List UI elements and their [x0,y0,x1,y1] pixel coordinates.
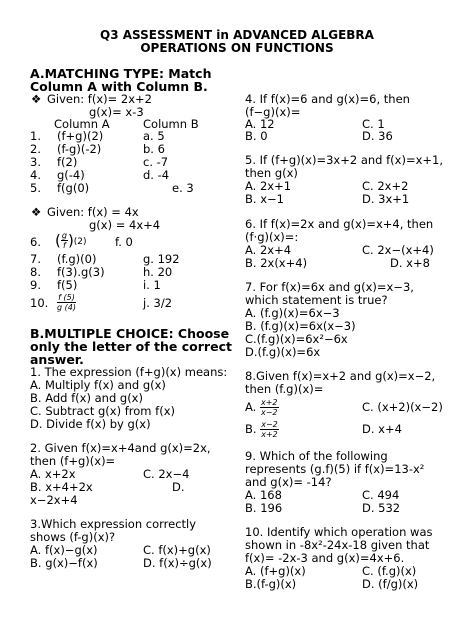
q8-option-a [245,396,279,418]
match-1-b: a. 5 [143,129,165,143]
match-1-num: 1. [30,129,41,143]
q8-option-b-den: x+2 [261,430,278,439]
match-10-num: 10. [30,296,49,310]
q2-option-d: D. [172,480,185,494]
title-line-1: Q3 ASSESSMENT in ADVANCED ALGEBRA [100,28,374,42]
match-6-frac-num: g [61,231,67,240]
match-1-a: (f+g)(2) [57,129,104,143]
match-10-b: j. 3/2 [143,296,173,310]
q5-line-1: 5. If (f+g)(x)=3x+2 and f(x)=x+1, [245,153,443,167]
q3-line-2: shows (f-g)(x)? [30,530,116,544]
match-10-frac-den: g (4) [57,303,76,312]
q6-line-1: 6. If f(x)=2x and g(x)=x+4, then [245,217,434,231]
q7-option-a: A. (f.g)(x)=6x−3 [245,306,340,320]
q8-line-2: then (f.g)(x)= [245,382,324,396]
match-7-num: 7. [30,252,41,266]
match-9-a: f(5) [57,278,78,292]
q10-line-3: f(x)= -2x-3 and g(x)=4x+6. [245,551,405,565]
match-3-num: 3. [30,155,41,169]
q10-line-1: 10. Identify which operation was [245,525,433,539]
q3-option-c: C. f(x)+g(x) [143,543,211,557]
q2-option-c: C. 2x−4 [143,467,190,481]
match-8-b: h. 20 [143,265,173,279]
q3-line-1: 3.Which expression correctly [30,517,197,531]
match-3-a: f(2) [57,155,78,169]
q8-option-b-num: x−2 [261,420,278,429]
q9-line-1: 9. Which of the following [245,449,388,463]
q1-option-c: C. Subtract g(x) from f(x) [30,404,175,418]
q9-line-3: and g(x)= -14? [245,475,332,489]
q5-option-a: A. 2x+1 [245,179,292,193]
q3-option-a: A. f(x)−g(x) [30,543,98,557]
q3-option-b: B. g(x)−f(x) [30,556,98,570]
q5-option-b: B. x−1 [245,192,284,206]
match-10-frac-num: f (5) [58,293,75,302]
given-2-line-2: g(x) = 4x+4 [89,218,161,232]
q5-option-d: D. 3x+1 [362,192,410,206]
q10-line-2: shown in -8x²-24x-18 given that [245,538,430,552]
match-9-num: 9. [30,278,41,292]
match-6-b: f. 0 [115,235,133,249]
q9-line-2: represents (g.f)(5) if f(x)=13-x² [245,462,425,476]
q6-option-d: D. x+8 [390,256,430,270]
q6-option-c: C. 2x−(x+4) [362,243,434,257]
match-6-expression: ( $\frac{g}{f}$ )(2) [55,231,87,250]
q7-line-1: 7. For f(x)=6x and g(x)=x−3, [245,280,414,294]
match-4-num: 4. [30,168,41,182]
q2-option-b: B. x+4+2x [30,480,93,494]
q4-line-2: (f−g)(x)= [245,105,301,119]
match-7-b: g. 192 [143,252,180,266]
column-a-header: Column A [54,117,110,131]
part-b-heading-2: only the letter of the correct [30,339,232,354]
match-10-expression [56,292,77,312]
q7-line-2: which statement is true? [245,293,388,307]
given-1-line-1: Given: f(x)= 2x+2 [47,92,152,106]
q3-option-d: D. f(x)÷g(x) [143,556,212,570]
q6-option-b: B. 2x(x+4) [245,256,308,270]
q8-option-d: D. x+4 [362,422,402,436]
match-2-a: (f-g)(-2) [57,142,102,156]
q2-line-1: 2. Given f(x)=x+4and g(x)=2x, [30,441,211,455]
q6-option-a: A. 2x+4 [245,243,292,257]
q1-text: 1. The expression (f+g)(x) means: [30,365,228,379]
part-a-heading-2: Column A with Column B. [30,79,208,94]
diamond-bullet-icon: ❖ [31,92,42,106]
match-5-a: f(g(0) [57,181,90,195]
q8-option-a-label: A. [245,400,257,414]
match-5-b: e. 3 [172,181,194,195]
q10-option-b: B.(f-g)(x) [245,577,297,591]
column-b-header: Column B [143,117,199,131]
match-6-arg: (2) [73,237,87,247]
q8-line-1: 8.Given f(x)=x+2 and g(x)=x−2, [245,369,436,383]
match-8-a: f(3).g(3) [57,265,105,279]
q10-option-d: D. (f/g)(x) [362,577,419,591]
q8-option-c: C. (x+2)(x−2) [362,400,443,414]
given-2-line-1: Given: f(x) = 4x [47,205,139,219]
q1-option-b: B. Add f(x) and g(x) [30,391,143,405]
q2-option-a: A. x+2x [30,467,76,481]
match-4-b: d. -4 [143,168,170,182]
q1-option-a: A. Multiply f(x) and g(x) [30,378,166,392]
q7-option-b: B. (f.g)(x)=6x(x−3) [245,319,356,333]
q4-option-a: A. 12 [245,117,275,131]
given-1-line-2: g(x)= x-3 [89,105,144,119]
q4-option-d: D. 36 [362,129,393,143]
q9-option-b: B. 196 [245,501,283,515]
q4-option-b: B. 0 [245,129,268,143]
q8-option-a-den: x−2 [260,408,278,417]
q5-line-2: then g(x) [245,166,298,180]
match-6-frac-den: f [62,241,66,250]
part-b-heading-3: answer. [30,352,84,367]
q8-option-a-num: x+2 [260,398,278,407]
match-9-b: i. 1 [143,278,161,292]
part-b-heading-1: B.MULTIPLE CHOICE: Choose [30,326,230,341]
q4-option-c: C. 1 [362,117,385,131]
match-7-a: (f.g)(0) [57,252,97,266]
match-8-num: 8. [30,265,41,279]
match-6-num: 6. [30,235,41,249]
q10-option-a: A. (f+g)(x) [245,564,306,578]
part-a-heading-1: A.MATCHING TYPE: Match [30,66,212,81]
diamond-bullet-icon: ❖ [31,205,42,219]
q8-option-b [245,418,279,440]
q4-line-1: 4. If f(x)=6 and g(x)=6, then [245,92,410,106]
match-2-num: 2. [30,142,41,156]
q8-option-b-label: B. [245,422,257,436]
q7-option-c: C.(f.g)(x)=6x²−6x [245,332,348,346]
q6-line-2: (f·g)(x)=: [245,230,299,244]
q1-option-d: D. Divide f(x) by g(x) [30,417,151,431]
q7-option-d: D.(f.g)(x)=6x [245,345,321,359]
q2-line-2: then (f+g)(x)= [30,454,116,468]
q9-option-a: A. 168 [245,488,282,502]
match-4-a: g(-4) [57,168,85,182]
q2-option-d-value: x−2x+4 [30,493,78,507]
q10-option-c: C. (f.g)(x) [362,564,417,578]
q5-option-c: C. 2x+2 [362,179,409,193]
match-5-num: 5. [30,181,41,195]
match-2-b: b. 6 [143,142,165,156]
q9-option-c: C. 494 [362,488,400,502]
q9-option-d: D. 532 [362,501,401,515]
match-3-b: c. -7 [143,155,169,169]
title-line-2: OPERATIONS ON FUNCTIONS [140,41,334,55]
